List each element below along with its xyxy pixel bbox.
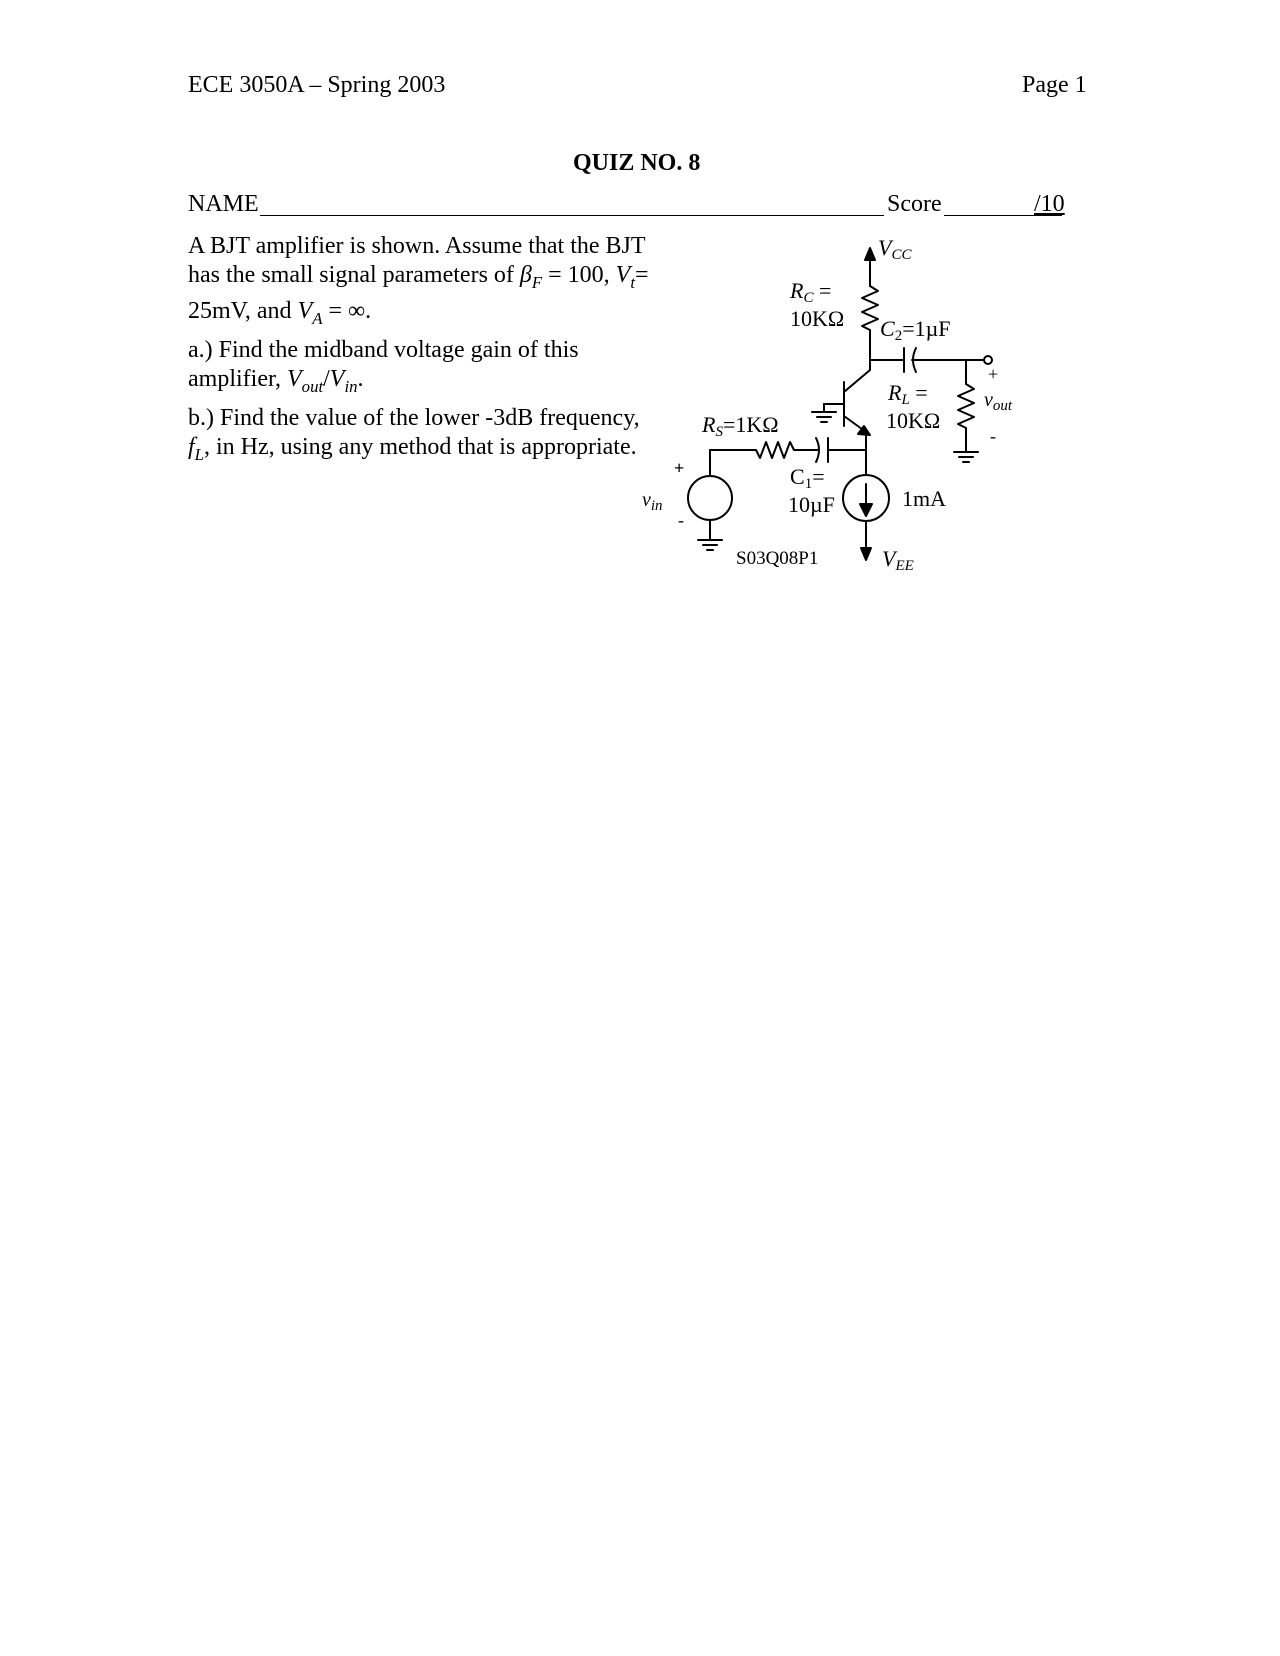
part-a-text: a.) Find the midband voltage gain of this amplifier, [188, 336, 579, 392]
collector-diagonal [844, 370, 870, 392]
va-symbol: V [297, 297, 313, 324]
vout-symbol: V [287, 365, 302, 392]
ratio-slash: / [323, 365, 330, 392]
vcc-label: VCC [878, 235, 912, 263]
vin-minus-sign: - [678, 510, 684, 530]
score-total: /10 [1034, 191, 1065, 217]
va-subscript: A [312, 308, 323, 328]
name-label: NAME [188, 191, 259, 217]
fl-subscript: L [194, 444, 205, 464]
intro-text-2: = 100, [542, 262, 616, 288]
vin-source-icon [688, 476, 732, 520]
output-terminal-icon [984, 356, 992, 364]
c1-label: C1= [790, 464, 825, 492]
vee-arrow-icon [861, 548, 871, 560]
beta-symbol: β [519, 262, 532, 288]
bjt-amplifier-schematic [640, 230, 1120, 610]
problem-part-a [188, 336, 658, 401]
vcc-arrow-icon [865, 248, 875, 260]
c2-label: C2=1µF [880, 316, 951, 344]
quiz-title: QUIZ NO. 8 [573, 150, 701, 176]
part-b-text-2: , in Hz, using any method that is appropriate. [204, 433, 637, 460]
problem-intro [188, 232, 658, 333]
vout-subscript: out [301, 376, 324, 396]
intro-text-4: = ∞. [322, 297, 372, 324]
vin-symbol: V [329, 365, 345, 392]
rl-resistor [958, 380, 974, 452]
vt-symbol: V [615, 262, 631, 288]
score-label: Score [887, 191, 942, 217]
rl-value: 10KΩ [886, 408, 941, 433]
problem-statement [188, 232, 658, 469]
fl-symbol: f [188, 433, 195, 460]
rc-resistor [862, 280, 878, 360]
course-header: ECE 3050A – Spring 2003 [188, 72, 446, 98]
figure-id: S03Q08P1 [736, 548, 819, 569]
current-source-arrow-icon [860, 504, 872, 516]
rs-resistor [710, 442, 800, 458]
rc-label: RC = [790, 278, 832, 306]
vee-label: VEE [882, 546, 914, 574]
rc-value: 10KΩ [790, 306, 845, 331]
part-b-text-1: b.) Find the value of the lower -3dB frequency, [188, 404, 640, 431]
c1-value: 10µF [788, 492, 835, 517]
vt-subscript: t [630, 272, 636, 292]
vin-subscript: in [344, 376, 358, 396]
intro-text-1: A BJT amplifier is shown. Assume that the BJT has the small signal parameters of [188, 233, 646, 288]
vout-plus-sign: + [988, 364, 999, 384]
vin-label: $v_{in}$ [642, 489, 663, 514]
page-number: Page 1 [1022, 72, 1087, 98]
problem-part-b [188, 404, 658, 469]
intro-text-3: = 25mV, and [188, 262, 649, 324]
vout-minus-sign: - [990, 426, 996, 446]
part-a-period: . [357, 365, 364, 392]
vout-label: $v_{out}$ [984, 389, 1013, 414]
rl-label: RL = [888, 380, 928, 408]
vin-plus-sign: + [674, 458, 685, 478]
current-source-value: 1mA [902, 486, 946, 511]
rs-label: RS=1KΩ [702, 412, 779, 440]
beta-subscript: F [531, 272, 543, 292]
name-blank-line [260, 215, 884, 216]
